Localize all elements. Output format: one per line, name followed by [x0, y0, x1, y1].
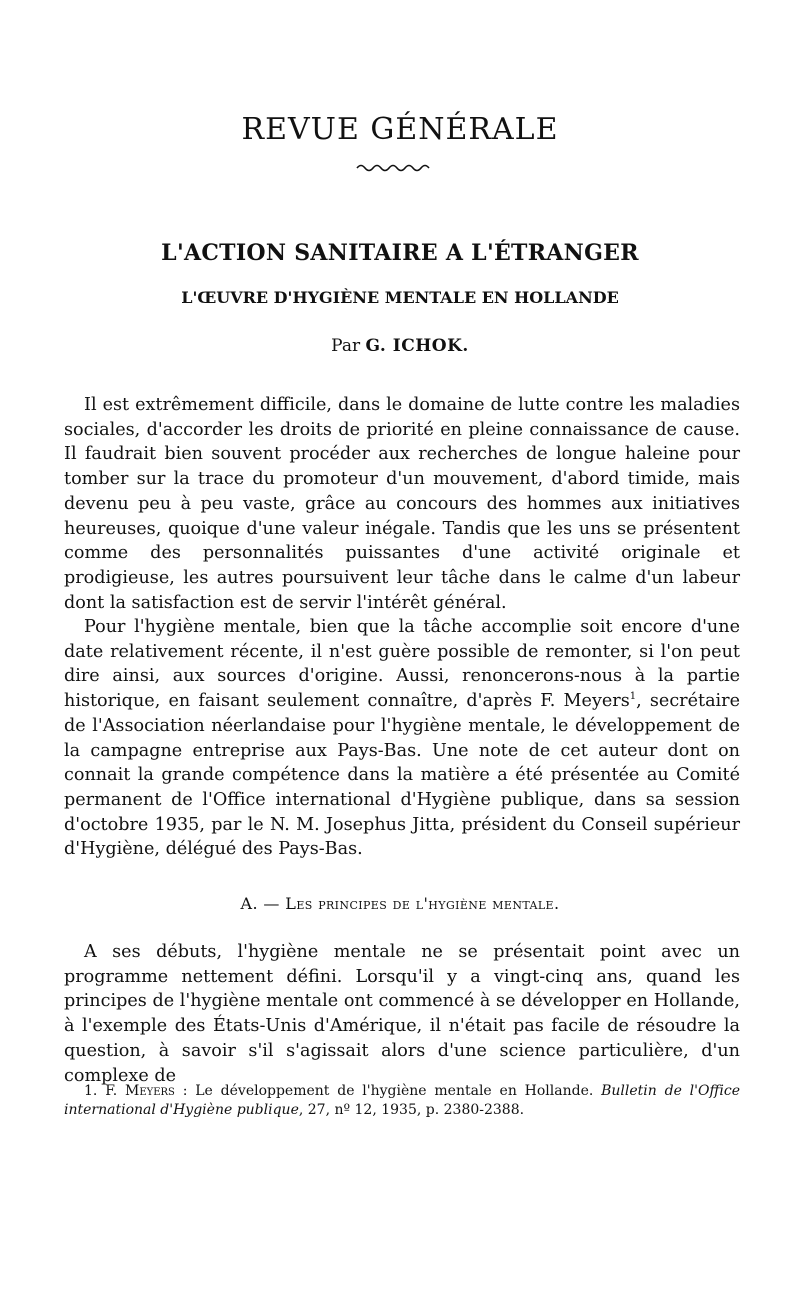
footnote-journal: Bulletin de l'Office international d'Hygiène publique: [64, 1083, 740, 1118]
author-name: G. ICHOK.: [365, 336, 469, 356]
article-title: L'ACTION SANITAIRE A L'ÉTRANGER: [161, 240, 639, 266]
paragraph-2-part-a: Pour l'hygiène mentale, bien que la tâche accomplie soit encore d'une date relativement récente, il n'est guère possible de remonter, si l'on peut dire ainsi, aux sources d'origine. Aussi, renoncerons-nous à la partie historique, en faisant seulement connaître, d'après F. Meyers: [64, 617, 740, 712]
footnote-ref: 1: [629, 691, 637, 703]
paragraph-3-text: A ses débuts, l'hygiène mentale ne se présentait point avec un programme nettement défini. Lorsqu'il y a vingt-cinq ans, quand les principes de l'hygiène mentale ont commencé à se développer en Hollande, à l'exemple des États-Unis d'Amérique, il n'était pas facile de résoudre la question, à savoir s'il s'agissait alors d'une science particulière, d'un complexe de: [64, 942, 740, 1086]
author-prefix: Par: [331, 336, 361, 356]
paragraph-1: [64, 393, 740, 615]
footnote-ref-details: , 27, nº 12, 1935, p. 2380-2388.: [298, 1102, 525, 1118]
footnote-number: 1.: [84, 1083, 98, 1099]
paragraph-3: [64, 940, 740, 1088]
wavy-ornament: [355, 160, 435, 174]
journal-section-heading: REVUE GÉNÉRALE: [241, 112, 559, 147]
footnote-text: : Le développement de l'hygiène mentale en Hollande.: [174, 1083, 602, 1099]
footnote: [64, 1082, 740, 1120]
footnote-author: F. Meyers: [105, 1083, 175, 1099]
paragraph-2-text: [64, 615, 740, 862]
article-subtitle: L'ŒUVRE D'HYGIÈNE MENTALE EN HOLLANDE: [181, 288, 619, 307]
paragraph-2: [64, 615, 740, 862]
author-line: [0, 336, 800, 356]
section-heading: A. — Les principes de l'hygiène mentale.: [240, 894, 560, 913]
paragraph-2-part-b: , secrétaire de l'Association néerlandaise pour l'hygiène mentale, le développement de la campagne entreprise aux Pays-Bas. Une note de cet auteur dont on connait la grande compétence dans la matière a été présentée au Comité permanent de l'Office international d'Hygiène publique, dans sa session d'octobre 1935, par le N. M. Josephus Jitta, président du Conseil supérieur d'Hygiène, délégué des Pays-Bas.: [64, 691, 741, 860]
paragraph-1-text: Il est extrêmement difficile, dans le domaine de lutte contre les maladies sociales, d'accorder les droits de priorité en pleine connaissance de cause. Il faudrait bien souvent procéder aux recherches de longue haleine pour tomber sur la trace du promoteur d'un mouvement, d'abord timide, mais devenu peu à peu vaste, grâce au concours des hommes aux initiatives heureuses, quoique d'une valeur inégale. Tandis que les uns se présentent comme des personnalités puissantes d'une activité originale et prodigieuse, les autres poursuivent leur tâche dans le calme d'un labeur dont la satisfaction est de servir l'intérêt général.: [64, 395, 740, 613]
